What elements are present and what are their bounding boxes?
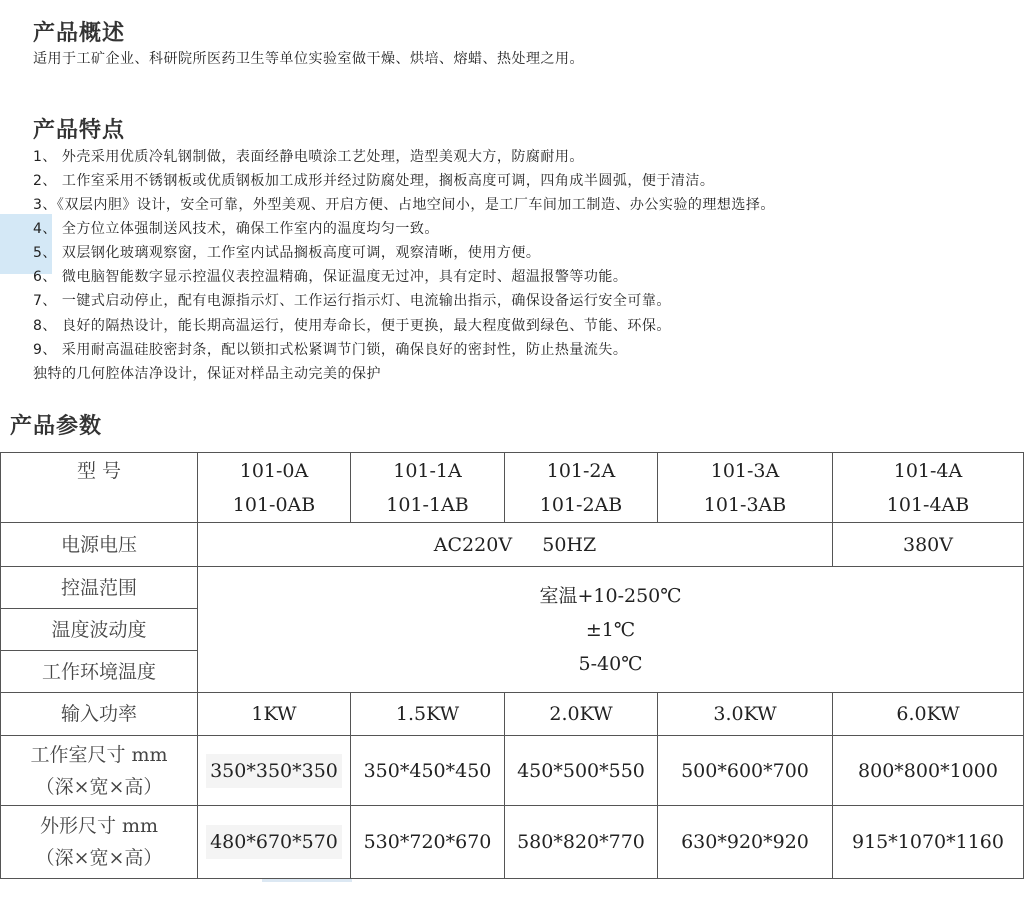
outer-size-cell: 480*670*570 — [198, 806, 351, 879]
outer-size-label: 外形尺寸 mm （深×宽×高） — [1, 806, 198, 879]
model-cell: 101-2A 101-2AB — [505, 453, 658, 523]
env-label: 工作环境温度 — [1, 651, 198, 693]
inner-size-cell: 350*350*350 — [198, 736, 351, 806]
power-cell: 3.0KW — [658, 693, 833, 736]
outer-size-cell: 530*720*670 — [351, 806, 505, 879]
voltage-value-380: 380V — [833, 523, 1024, 567]
params-title: 产品参数 — [10, 414, 103, 439]
temp-values — [198, 567, 1024, 693]
voltage-value: AC220V 50HZ — [198, 523, 833, 567]
outer-size-cell: 915*1070*1160 — [833, 806, 1024, 879]
model-cell: 101-0A 101-0AB — [198, 453, 351, 523]
fluct-label: 温度波动度 — [1, 609, 198, 651]
table-row — [1, 736, 1024, 806]
power-cell: 2.0KW — [505, 693, 658, 736]
feature-item: 3、《双层内胆》设计，安全可靠，外型美观、开启方便、占地空间小，是工厂车间加工制造、办公实验的理想选择。 — [33, 197, 775, 213]
power-cell: 1.5KW — [351, 693, 505, 736]
inner-size-cell: 500*600*700 — [658, 736, 833, 806]
outer-size-cell: 630*920*920 — [658, 806, 833, 879]
model-cell: 101-4A 101-4AB — [833, 453, 1024, 523]
feature-item: 6、 微电脑智能数字显示控温仪表控温精确，保证温度无过冲，具有定时、超温报警等功能。 — [33, 269, 628, 285]
power-cell: 1KW — [198, 693, 351, 736]
table-row — [1, 523, 1024, 567]
decor-bar — [262, 879, 352, 882]
feature-item: 9、 采用耐高温硅胶密封条，配以锁扣式松紧调节门锁，确保良好的密封性，防止热量流失。 — [33, 342, 628, 358]
overview-text: 适用于工矿企业、科研院所医药卫生等单位实验室做干燥、烘培、熔蜡、热处理之用。 — [33, 51, 584, 67]
model-cell: 101-1A 101-1AB — [351, 453, 505, 523]
inner-size-label: 工作室尺寸 mm （深×宽×高） — [1, 736, 198, 806]
model-label: 型 号 — [1, 453, 198, 523]
table-row — [1, 567, 1024, 609]
voltage-label: 电源电压 — [1, 523, 198, 567]
inner-size-cell: 800*800*1000 — [833, 736, 1024, 806]
feature-item: 4、 全方位立体强制送风技术，确保工作室内的温度均匀一致。 — [33, 221, 439, 237]
table-row — [1, 693, 1024, 736]
overview-title: 产品概述 — [33, 21, 126, 46]
model-cell: 101-3A 101-3AB — [658, 453, 833, 523]
temp-range-label: 控温范围 — [1, 567, 198, 609]
table-row — [1, 806, 1024, 879]
power-cell: 6.0KW — [833, 693, 1024, 736]
feature-item: 2、 工作室采用不锈钢板或优质钢板加工成形并经过防腐处理，搁板高度可调，四角成半圆弧，便于清洁。 — [33, 173, 715, 189]
fluct-value: ±1℃ — [585, 618, 636, 641]
temp-range-value: 室温+10-250℃ — [539, 584, 682, 607]
power-label: 输入功率 — [1, 693, 198, 736]
feature-item: 5、 双层钢化玻璃观察窗，工作室内试品搁板高度可调，观察清晰，使用方便。 — [33, 245, 541, 261]
outer-size-cell: 580*820*770 — [505, 806, 658, 879]
features-title: 产品特点 — [33, 118, 126, 143]
env-value: 5-40℃ — [578, 652, 643, 675]
feature-item: 独特的几何腔体洁净设计，保证对样品主动完美的保护 — [33, 366, 381, 382]
inner-size-cell: 450*500*550 — [505, 736, 658, 806]
feature-item: 8、 良好的隔热设计，能长期高温运行，使用寿命长，便于更换，最大程度做到绿色、节能、环保。 — [33, 318, 671, 334]
spec-table — [0, 452, 1024, 879]
table-row — [1, 453, 1024, 523]
inner-size-cell: 350*450*450 — [351, 736, 505, 806]
feature-item: 7、 一键式启动停止，配有电源指示灯、工作运行指示灯、电流输出指示，确保设备运行安全可靠。 — [33, 293, 671, 309]
feature-item: 1、 外壳采用优质冷轧钢制做，表面经静电喷涂工艺处理，造型美观大方，防腐耐用。 — [33, 149, 584, 165]
